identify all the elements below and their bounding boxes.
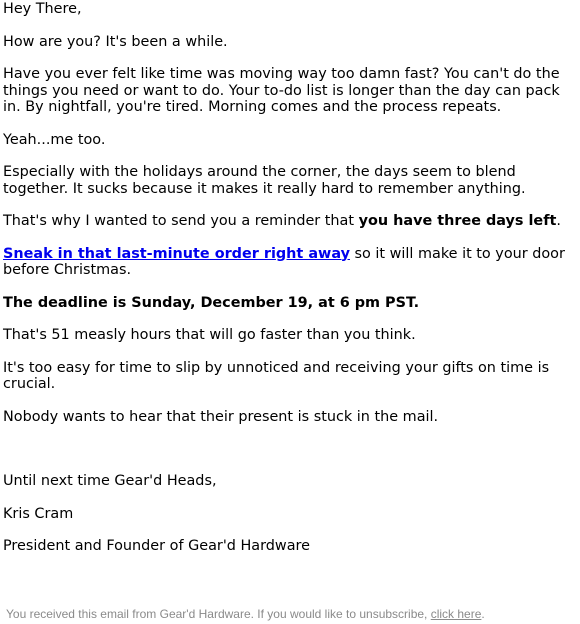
paragraph-cta: [3, 246, 580, 279]
deadline-text: The deadline is Sunday, December 19, at 6 pm PST.: [3, 294, 420, 311]
greeting: Hey There,: [3, 1, 82, 17]
order-now-link[interactable]: Sneak in that last-minute order right away: [3, 245, 350, 262]
sender-name: Kris Cram: [3, 505, 74, 522]
reminder-emphasis: you have three days left: [358, 213, 557, 229]
paragraph-reminder: [3, 213, 580, 230]
deadline-notice: [3, 295, 580, 312]
paragraph-mail: Nobody wants to hear that their present is stuck in the mail.: [3, 408, 439, 425]
paragraph-intro: How are you? It's been a while.: [3, 33, 228, 50]
cta-text: so it will make it to your door before Christmas.: [3, 245, 565, 278]
sender-title: President and Founder of Gear'd Hardware: [3, 538, 310, 554]
paragraph-me-too: Yeah...me too.: [3, 131, 106, 148]
paragraph-time: Have you ever felt like time was moving way too damn fast? You can't do the things you need or want to do. Your to-do list is longer than the day can pack in. By nightfall, you're tired. Morning comes and the process repeats.: [3, 66, 560, 115]
reminder-period: .: [556, 213, 561, 229]
footer-period: .: [481, 607, 485, 621]
footer-text: You received this email from Gear'd Hardware. If you would like to unsubscribe,: [6, 607, 431, 621]
signoff: Until next time Gear'd Heads,: [3, 473, 217, 489]
email-footer: [6, 607, 485, 621]
spacer: [3, 441, 580, 473]
email-body: [0, 1, 580, 555]
paragraph-crucial: It's too easy for time to slip by unnoticed and receiving your gifts on time is crucial.: [3, 359, 550, 392]
reminder-text: That's why I wanted to send you a reminder that: [3, 213, 359, 229]
unsubscribe-link[interactable]: click here: [430, 607, 482, 621]
paragraph-holidays: Especially with the holidays around the corner, the days seem to blend together. It sucks because it makes it really hard to remember anything.: [3, 164, 526, 197]
paragraph-hours: That's 51 measly hours that will go faster than you think.: [3, 327, 416, 343]
